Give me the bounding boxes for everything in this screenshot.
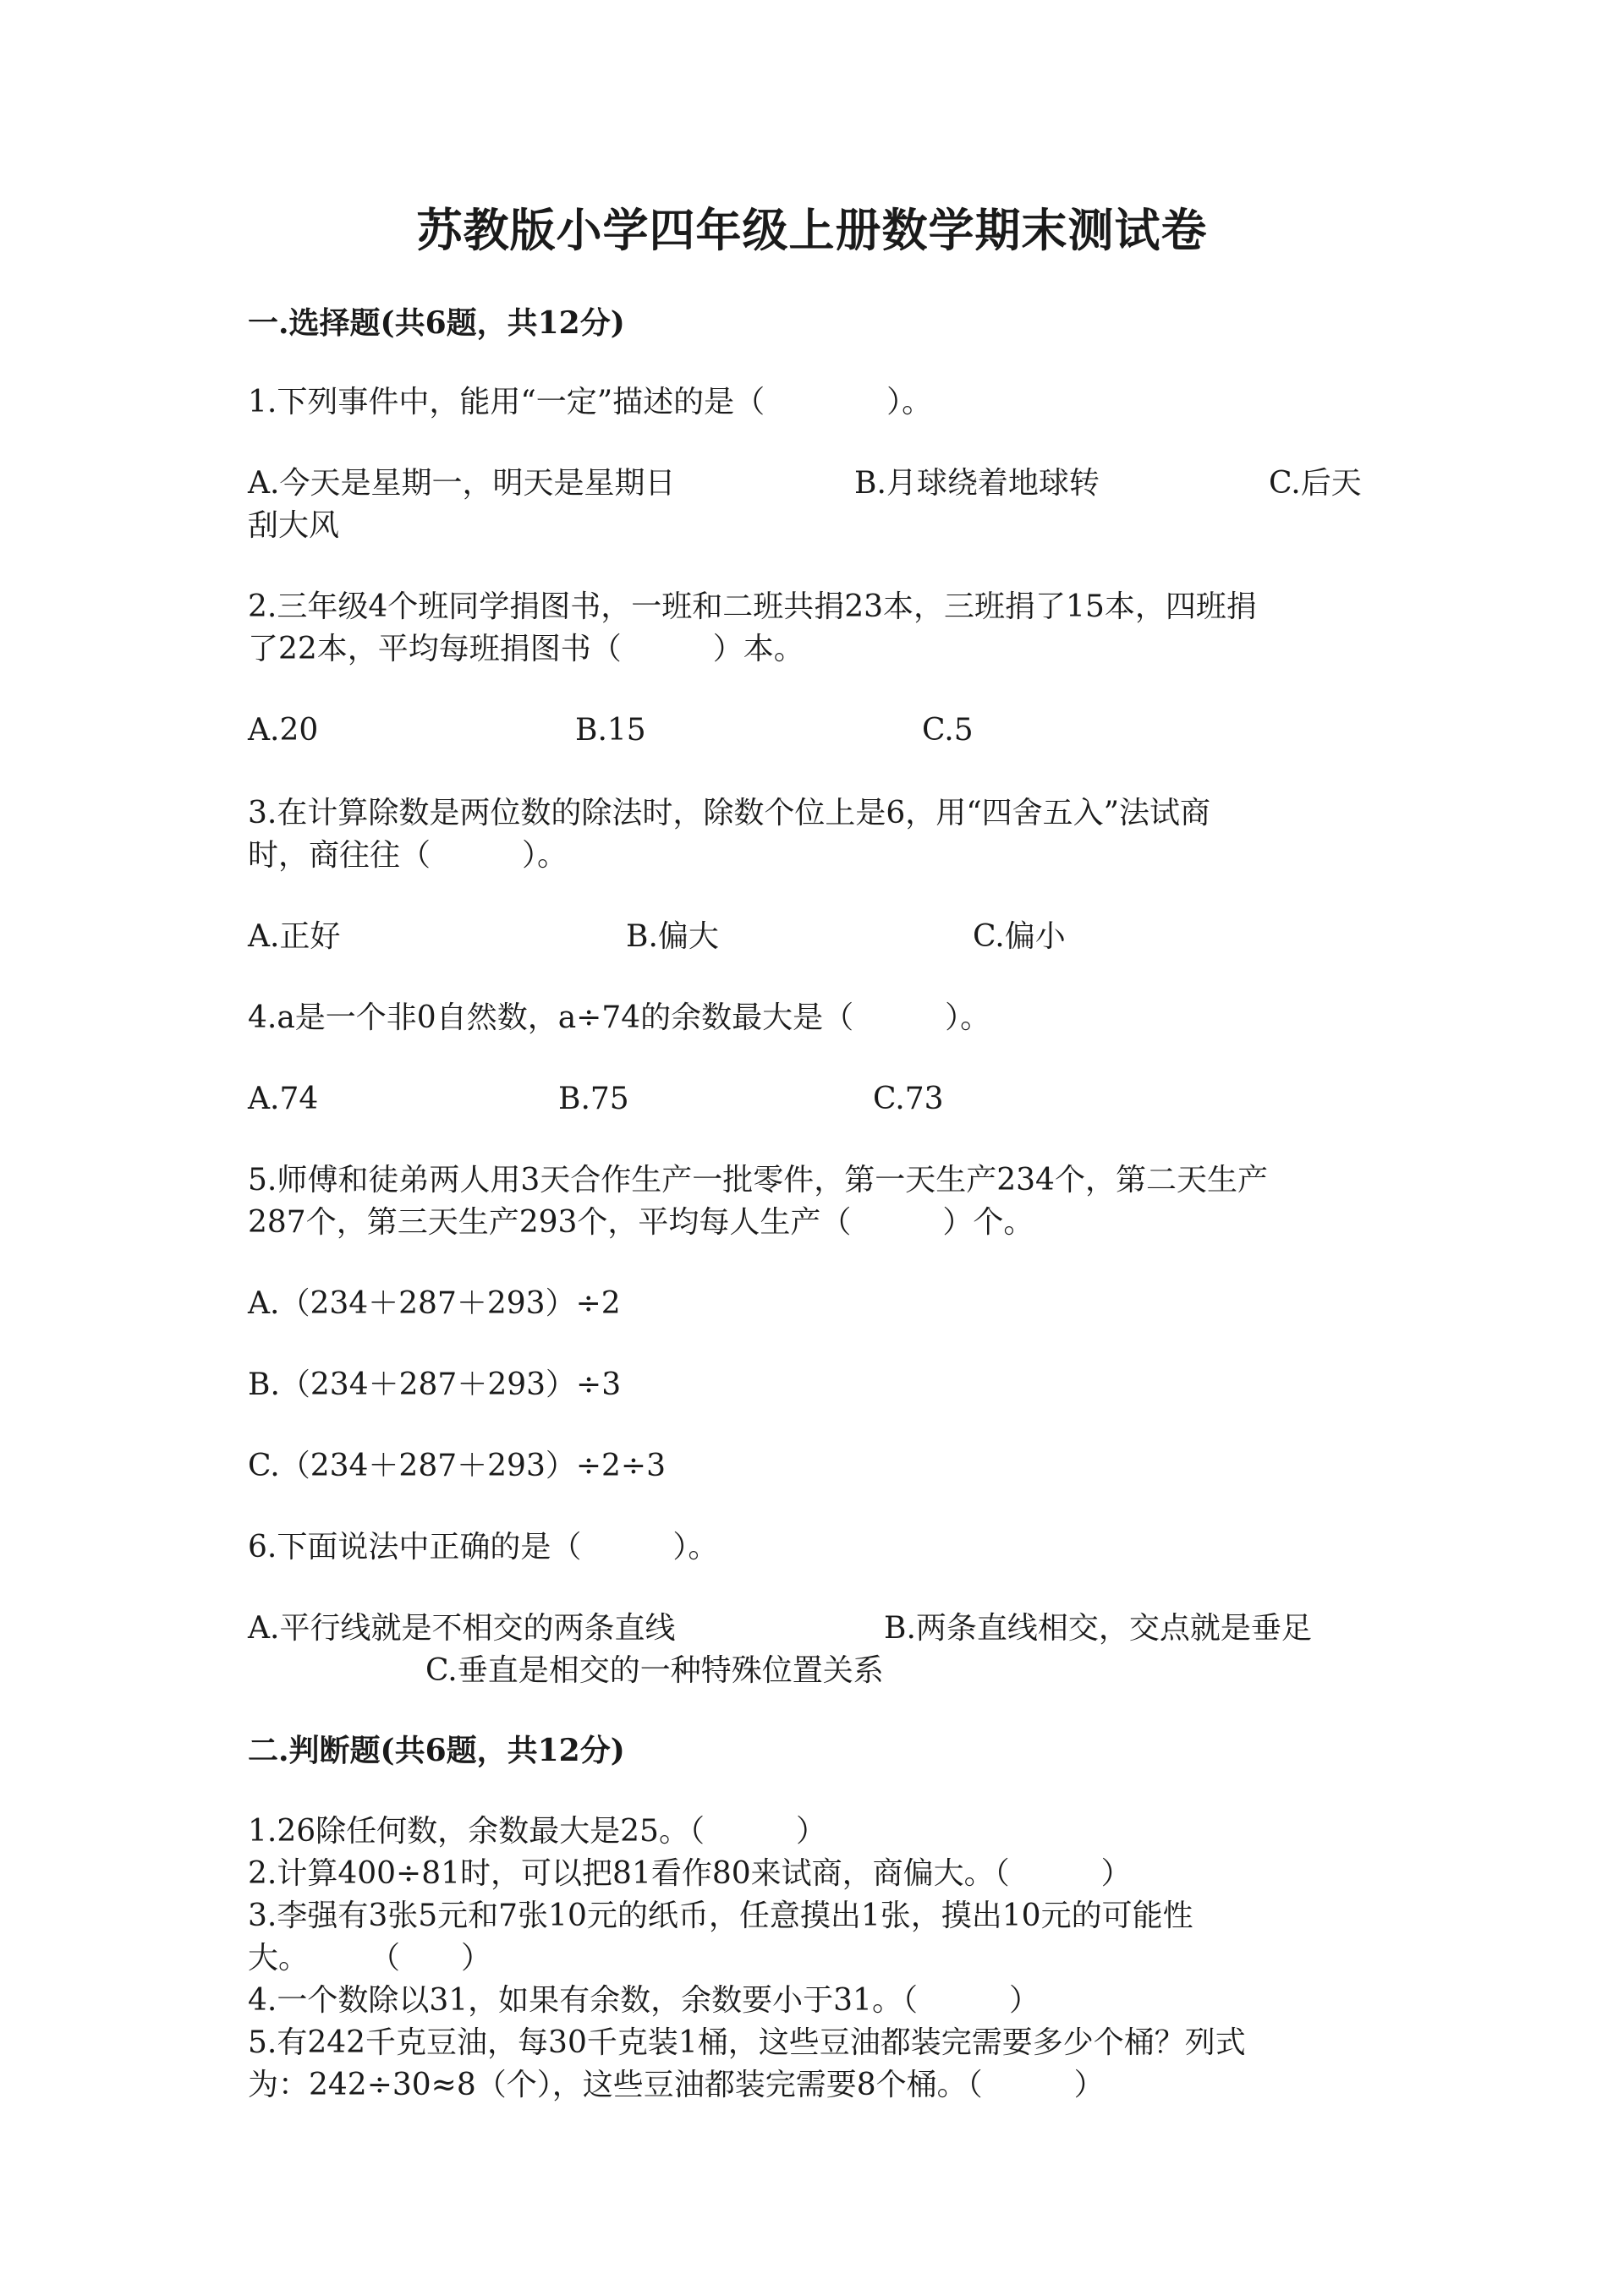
question-1-option-b: B.月球绕着地球转 (854, 466, 1100, 501)
judgement-item-5-line-1: 5.有242千克豆油，每30千克装1桶，这些豆油都装完需要多少个桶？列式 (248, 2025, 1246, 2060)
question-3-text-line-2: 时，商往往（ ）。 (248, 838, 568, 873)
question-6-text: 6.下面说法中正确的是（ ）。 (248, 1530, 719, 1564)
question-4-text: 4.a是一个非0自然数，a÷74的余数最大是（ ）。 (248, 1000, 991, 1035)
question-5-option-a: A.（234＋287＋293）÷2 (248, 1286, 621, 1321)
question-4-option-b: B.75 (558, 1082, 629, 1116)
page-title: 苏教版小学四年级上册数学期末测试卷 (416, 203, 1208, 257)
question-3-option-c: C.偏小 (973, 919, 1066, 954)
question-3-option-b: B.偏大 (626, 919, 719, 954)
question-1-text: 1.下列事件中，能用“一定”描述的是（ ）。 (248, 385, 933, 419)
section-heading-choice: 一.选择题(共6题，共12分) (248, 305, 625, 341)
question-6-option-b: B.两条直线相交，交点就是垂足 (884, 1611, 1312, 1646)
judgement-item-3-line-2: 大。 （ ） (248, 1941, 492, 1975)
question-5-text-line-2: 287个，第三天生产293个，平均每人生产（ ）个。 (248, 1205, 1034, 1240)
question-5-option-b: B.（234＋287＋293）÷3 (248, 1367, 622, 1402)
question-2-option-c: C.5 (922, 713, 974, 748)
question-5-option-c: C.（234＋287＋293）÷2÷3 (248, 1449, 666, 1483)
question-2-text-line-1: 2.三年级4个班同学捐图书，一班和二班共捐23本，三班捐了15本，四班捐 (248, 589, 1257, 624)
question-6-option-a: A.平行线就是不相交的两条直线 (248, 1611, 676, 1646)
section-heading-judgement: 二.判断题(共6题，共12分) (248, 1733, 625, 1768)
question-4-option-a: A.74 (248, 1082, 319, 1116)
question-3-text-line-1: 3.在计算除数是两位数的除法时，除数个位上是6，用“四舍五入”法试商 (248, 796, 1211, 830)
judgement-item-5-line-2: 为：242÷30≈8（个），这些豆油都装完需要8个桶。（ ） (248, 2068, 1105, 2102)
judgement-item-2: 2.计算400÷81时，可以把81看作80来试商，商偏大。（ ） (248, 1856, 1132, 1891)
question-6-option-c: C.垂直是相交的一种特殊位置关系 (425, 1653, 884, 1688)
question-3-option-a: A.正好 (248, 919, 341, 954)
question-5-text-line-1: 5.师傅和徒弟两人用3天合作生产一批零件，第一天生产234个，第二天生产 (248, 1163, 1268, 1197)
question-2-text-line-2: 了22本，平均每班捐图书（ ）本。 (248, 632, 804, 666)
question-2-option-b: B.15 (575, 713, 646, 748)
question-4-option-c: C.73 (873, 1082, 944, 1116)
question-1-option-c-continued: 刮大风 (248, 508, 340, 543)
judgement-item-1: 1.26除任何数，余数最大是25。（ ） (248, 1814, 826, 1849)
judgement-item-3-line-1: 3.李强有3张5元和7张10元的纸币，任意摸出1张，摸出10元的可能性 (248, 1899, 1193, 1933)
judgement-item-4: 4.一个数除以31，如果有余数，余数要小于31。（ ） (248, 1983, 1040, 2018)
question-1-option-c: C.后天 (1269, 466, 1362, 501)
question-2-option-a: A.20 (248, 713, 319, 748)
question-1-option-a: A.今天是星期一，明天是星期日 (248, 466, 676, 501)
